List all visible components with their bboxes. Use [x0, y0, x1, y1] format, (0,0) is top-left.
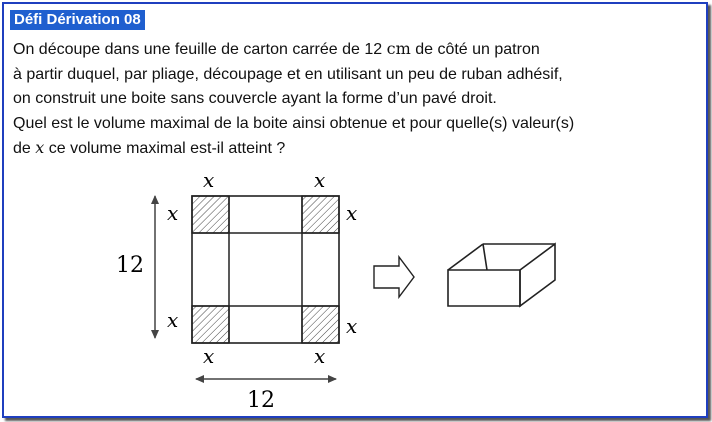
label-x: x — [203, 168, 215, 192]
statement-line-4: Quel est le volume maximal de la boite ainsi obtenue et pour quelle(s) valeur(s) — [13, 114, 575, 132]
corner-square-bottom-right — [302, 306, 339, 343]
side-length-horizontal: 12 — [247, 388, 275, 413]
label-x: x — [167, 201, 179, 225]
statement-text: On découpe dans une feuille de carton carrée de 12 — [13, 41, 383, 58]
unit-cm: cm — [386, 39, 411, 58]
variable-x: x — [35, 138, 45, 157]
corner-square-top-left — [192, 196, 229, 233]
statement-text: ce volume maximal est-il atteint ? — [48, 140, 286, 157]
transform-arrow-icon — [374, 257, 414, 297]
statement-line-3: on construit une boite sans couvercle ayant la forme d’un pavé droit. — [13, 90, 497, 107]
label-x: x — [346, 314, 358, 338]
statement-text: de — [13, 140, 31, 157]
corner-square-top-right — [302, 196, 339, 233]
label-x: x — [203, 344, 215, 368]
side-length-vertical: 12 — [116, 253, 144, 278]
open-box-icon — [448, 244, 555, 306]
corner-square-bottom-left — [192, 306, 229, 343]
label-x: x — [314, 344, 326, 368]
statement-text: de côté un patron — [415, 41, 540, 58]
statement-line-2: à partir duquel, par pliage, découpage et en utilisant un peu de ruban adhésif, — [13, 65, 563, 83]
label-x: x — [167, 308, 179, 332]
problem-title: Défi Dérivation 08 — [10, 10, 145, 30]
label-x: x — [346, 201, 358, 225]
label-x: x — [314, 168, 326, 192]
